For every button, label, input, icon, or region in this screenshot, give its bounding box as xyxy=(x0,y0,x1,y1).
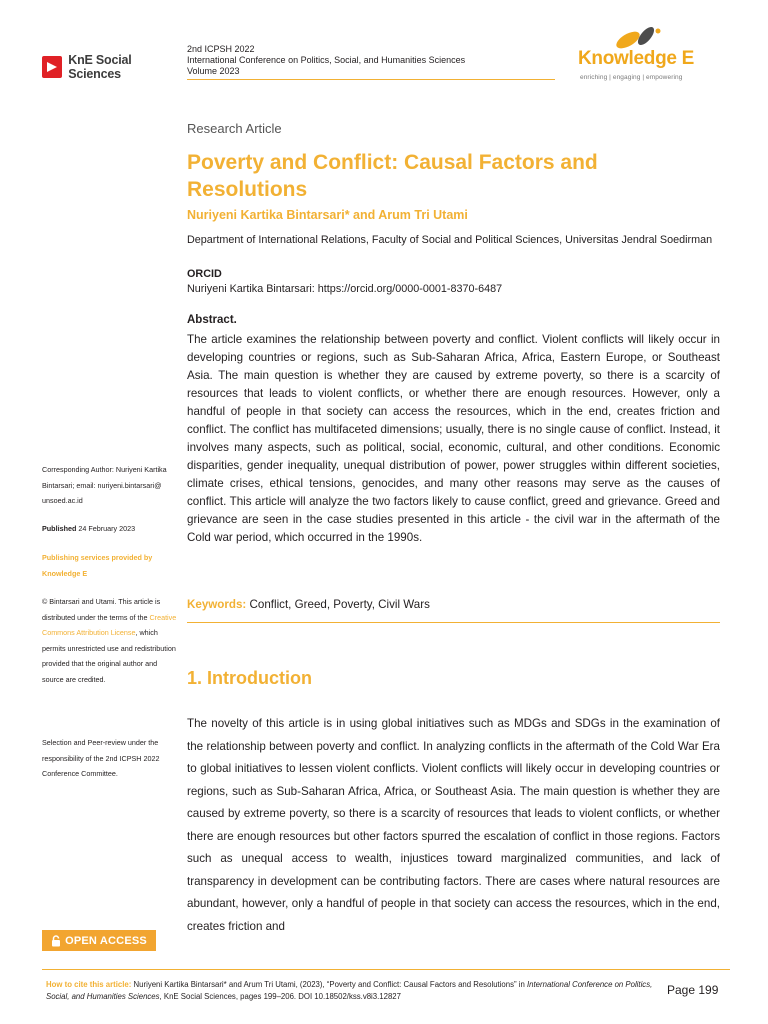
published-value: 24 February 2023 xyxy=(78,524,136,533)
license-text-post: , which permits unrestricted use and redistribution provided that the original author and source are credited. xyxy=(42,628,176,684)
header-divider xyxy=(187,79,555,80)
license-statement xyxy=(42,594,177,687)
citation xyxy=(46,979,668,1003)
keywords-list: Conflict, Greed, Poverty, Civil Wars xyxy=(249,598,430,611)
leaf-icon xyxy=(614,26,666,50)
license-link[interactable]: Creative Commons Attribution License xyxy=(42,612,177,637)
citation-details: , KnE Social Sciences, pages 199–206. DOI 10.18502/kss.v8i3.12827 xyxy=(159,992,401,1001)
footer-divider xyxy=(42,969,730,970)
introduction-text: The novelty of this article is in using global initiatives such as MDGs and SDGs in the examination of the relationship between poverty and conflict. In analyzing conflicts in the aftermath of the Cold War Era to global initiatives to lessen violent conflicts. Violent conflicts will likely occur in developing countries or regions, such as Sub-Saharan Africa, Africa, or Southeast Asia. The main question is whether they are caused by extreme poverty, so there is a scarcity of resources that leads to violent conflicts, or whether there are enough resources but other factors spurred the escalation of conflict in those regions. Factors such as unequal access to wealth, injustices toward marginalized communities, and lack of transparency in development can be contributing factors. There are cases where natural resources are abundant, however, only a handful of people in that society can access the resources, which in the end, creates friction and xyxy=(187,717,720,933)
knowledge-e-logo xyxy=(576,26,726,86)
open-access-label: OPEN ACCESS xyxy=(65,934,147,947)
affiliation: Department of International Relations, Faculty of Social and Political Sciences, Universitas Jendral Soedirman xyxy=(187,234,713,246)
keywords-divider xyxy=(187,622,720,623)
introduction-heading: 1. Introduction xyxy=(187,668,312,688)
article-title: Poverty and Conflict: Causal Factors and Resolutions xyxy=(187,151,598,201)
article-type: Research Article xyxy=(187,121,282,136)
conference-volume: Volume 2023 xyxy=(187,66,240,76)
open-access-badge xyxy=(42,930,156,951)
conference-info xyxy=(187,44,465,77)
publisher-name: KnE Social Sciences xyxy=(68,53,132,81)
license-text-pre: © Bintarsari and Utami. This article is distributed under the terms of the xyxy=(42,597,161,622)
corresponding-author: Corresponding Author: Nuriyeni Kartika Bintarsari; email: nuriyeni.bintarsari@ unsoed.ac.id xyxy=(42,465,167,505)
published-date xyxy=(42,521,177,537)
kne-logo-mark-icon xyxy=(42,56,62,78)
knowledge-e-tagline: enriching | engaging | empowering xyxy=(580,74,683,81)
page-number: Page 199 xyxy=(667,983,719,997)
keywords-label: Keywords: xyxy=(187,598,247,611)
abstract-text: The article examines the relationship between poverty and conflict. Violent conflicts will likely occur in developing countries or regions, such as Sub-Saharan Africa, Africa, Eastern Europe, or Southeast Asia. The main question is whether they are caused by extreme poverty, so there is a scarcity of resources that leads to violent conflicts, or whether there are enough resources. However, only a handful of people in that society can access the resources, which in the end, creates friction and conflict. The conflict has multifaceted dimensions; usually, there is no single cause of conflict. Instead, it involves many aspects, such as political, social, economic, cultural, and other conditions. Economic disparities, gender inequality, unequal distribution of power, power struggles within different societies, climate crises, ethical tensions, genocides, and many other reasons may serve as the causes of conflict. This article will analyze the two factors likely to cause conflict, greed and grievance. Greed and grievance are seen in the case studies presented in this article - the civil war in the aftermath of the Cold war period, which occurred in the 1990s. xyxy=(187,333,720,544)
knowledge-e-name: Knowledge E xyxy=(578,48,694,69)
publishing-services: Publishing services provided by Knowledge E xyxy=(42,553,153,578)
article-authors: Nuriyeni Kartika Bintarsari* and Arum Tri Utami xyxy=(187,208,468,222)
abstract-heading: Abstract. xyxy=(187,314,237,326)
citation-text: Nuriyeni Kartika Bintarsari* and Arum Tri Utami, (2023), “Poverty and Conflict: Causal Factors and Resolutions” in xyxy=(133,980,525,989)
citation-journal: International Conference on Politics, Social, and Humanities Sciences xyxy=(46,980,653,1001)
keywords xyxy=(187,598,430,611)
orcid-link[interactable]: Nuriyeni Kartika Bintarsari: https://orcid.org/0000-0001-8370-6487 xyxy=(187,283,503,295)
lock-icon xyxy=(51,935,61,947)
published-label: Published xyxy=(42,524,77,533)
citation-label: How to cite this article: xyxy=(46,980,132,989)
conference-full-name: International Conference on Politics, Social, and Humanities Sciences xyxy=(187,55,466,65)
kne-social-sciences-logo xyxy=(42,54,178,80)
peer-review-note: Selection and Peer-review under the responsibility of the 2nd ICPSH 2022 Conference Committee. xyxy=(42,738,160,778)
conference-name: 2nd ICPSH 2022 xyxy=(187,44,255,54)
orcid-heading: ORCID xyxy=(187,268,222,280)
